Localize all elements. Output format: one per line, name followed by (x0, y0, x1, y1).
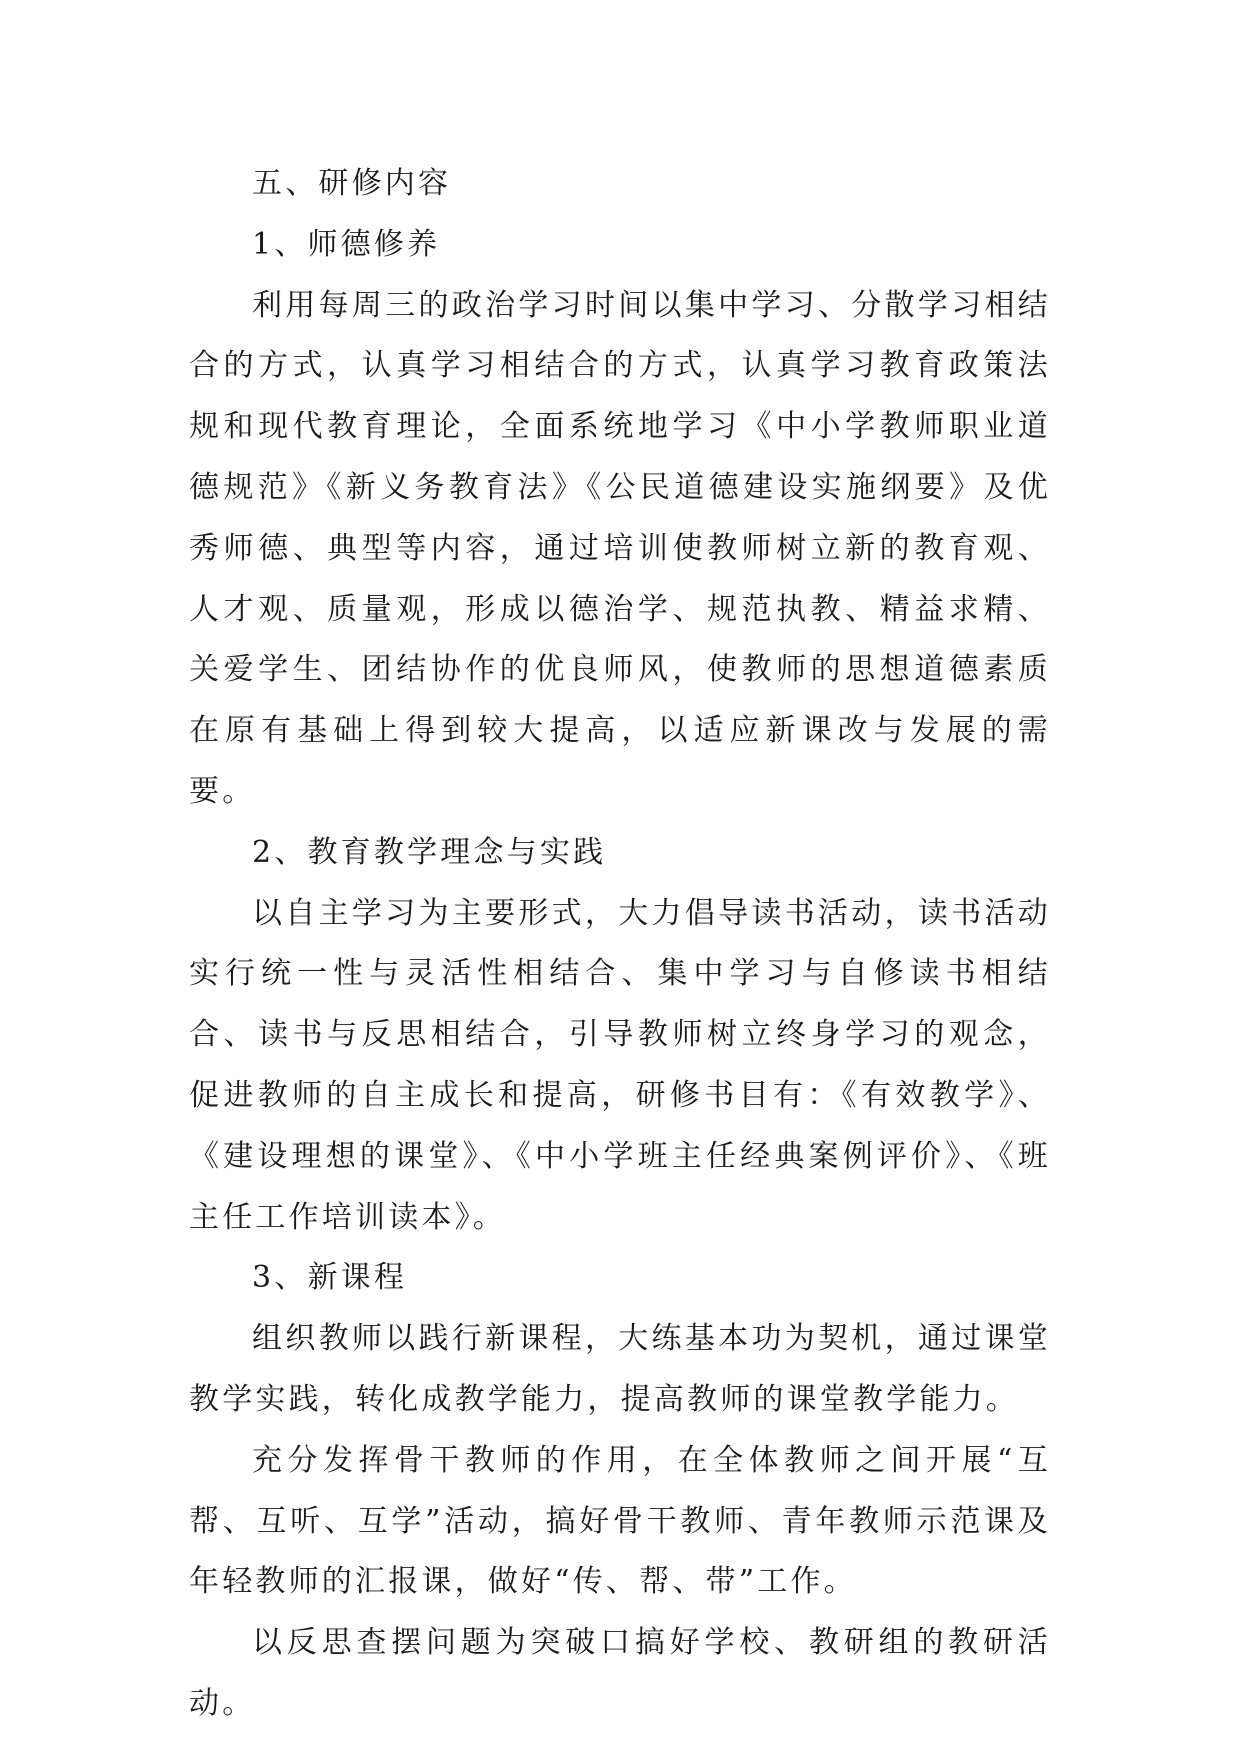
subsection-heading-new-curriculum: 3、新课程 (252, 1260, 408, 1296)
paragraph-new-curriculum-2: 充分发挥骨干教师的作用，在全体教师之间开展“互帮、互听、互学”活动，搞好骨干教师、青年教师示范课及年轻教师的汇报课，做好“传、帮、带”工作。 (189, 1442, 1051, 1600)
paragraph-ethics: 利用每周三的政治学习时间以集中学习、分散学习相结合的方式，认真学习相结合的方式，认真学习教育政策法规和现代教育理论，全面系统地学习《中小学教师职业道德规范》《新义务教育法》《公民道德建设实施纲要》及优秀师德、典型等内容，通过培训使教师树立新的教育观、人才观、质量观，形成以德治学、规范执教、精益求精、关爱学生、团结协作的优良师风，使教师的思想道德素质在原有基础上得到较大提高，以适应新课改与发展的需要。 (189, 287, 1051, 809)
document-body (189, 154, 1051, 1735)
paragraph-teaching-concepts: 以自主学习为主要形式，大力倡导读书活动，读书活动实行统一性与灵活性相结合、集中学习与自修读书相结合、读书与反思相结合，引导教师树立终身学习的观念，促进教师的自主成长和提高，研修书目有：《有效教学》、《建设理想的课堂》、《中小学班主任经典案例评价》、《班主任工作培训读本》。 (189, 895, 1051, 1235)
subsection-heading-teaching-concepts: 2、教育教学理念与实践 (252, 834, 607, 870)
paragraph-new-curriculum-3: 以反思查摆问题为突破口搞好学校、教研组的教研活动。 (189, 1625, 1051, 1721)
section-heading: 五、研修内容 (252, 166, 452, 201)
paragraph-new-curriculum-1: 组织教师以践行新课程，大练基本功为契机，通过课堂教学实践，转化成教学能力，提高教师的课堂教学能力。 (189, 1321, 1051, 1417)
subsection-heading-ethics: 1、师德修养 (252, 226, 441, 262)
